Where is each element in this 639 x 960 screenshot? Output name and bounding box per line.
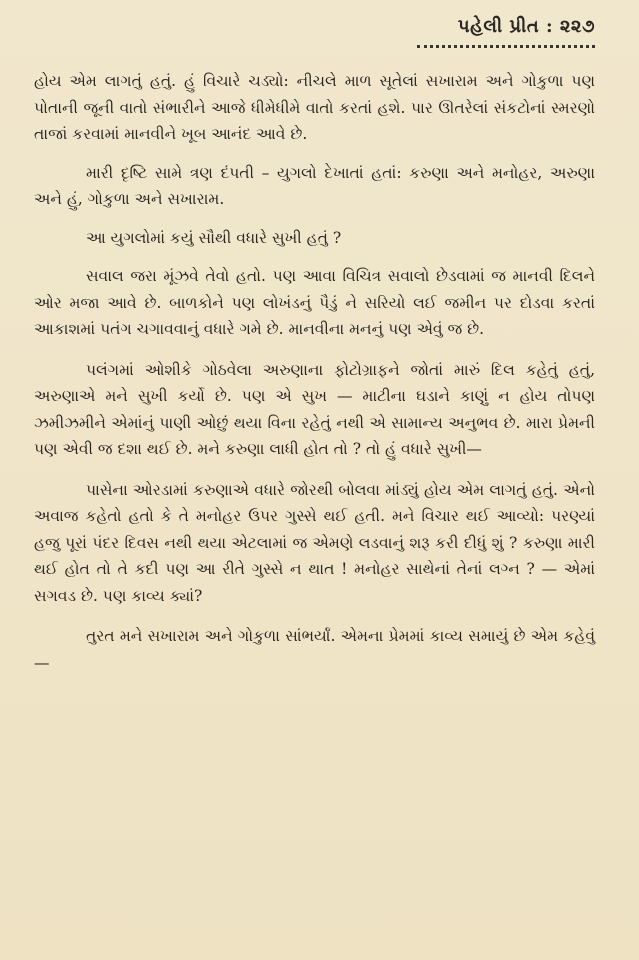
paragraph-2: મારી દૃષ્ટિ સામે ત્રણ દંપતી – યુગલો દેખાતાં હતાં: કરુણા અને મનોહર, અરુણા અને હું, ગોકુળા અને સખારામ. — [34, 163, 595, 208]
body-text — [34, 68, 595, 690]
running-head: પહેલી પ્રીત : ૨૨૭ — [457, 16, 595, 37]
dotted-rule — [417, 45, 595, 48]
paragraph-6: પાસેના ઓરડામાં કરુણાએ વધારે જોરથી બોલવા માંડ્યું હોય એમ લાગતું હતું. એનો અવાજ કહેતો હતો કે તે મનોહર ઉપર ગુસ્સે થઈ હતી. મને વિચાર થઈ આવ્યો: પરણ્યાં હજુ પૂરાં પંદર દિવસ નથી થયા એટલામાં જ એમણે લડવાનું શરૂ કરી દીધું શું ? કરુણા મારી થઈ હોત તો તે કદી પણ આ રીતે ગુસ્સે ન થાત ! મનોહર સાથેનાં તેનાં લગ્ન ? — એમાં સગવડ છે. પણ કાવ્ય ક્યાં? — [34, 480, 595, 605]
paragraph-5: પલંગમાં ઓશીકે ગોઠવેલા અરુણાના ફોટોગ્રાફને જોતાં મારું દિલ કહેતું હતું, અરુણાએ મને સુખી કર્યો છે. પણ એ સુખ — માટીના ઘડાને કાણું ન હોય તોપણ ઝમીઝમીને એમાંનું પાણી ઓછું થયા વિના રહેતું નથી એ સામાન્ય અનુભવ છે. મારા પ્રેમની પણ એવી જ દશા થઈ છે. મને કરુણા લાધી હોત તો ? તો હું વધારે સુખી— — [34, 360, 595, 458]
paragraph-7: તુરત મને સખારામ અને ગોકુળા સાંભર્યાં. એમના પ્રેમમાં કાવ્ય સમાયું છે એમ કહેવું— — [34, 627, 595, 672]
paragraph-4: સવાલ જરા મૂંઝવે તેવો હતો. પણ આવા વિચિત્ર સવાલો છેડવામાં જ માનવી દિલને ઓર મજા આવે છે. બાળકોને પણ લોખંડનું પૈડું ને સરિયો લઈ જમીન પર દોડવા કરતાં આકાશમાં પતંગ ચગાવવાનું વધારે ગમે છે. માનવીના મનનું પણ એવું જ છે. — [34, 267, 595, 338]
paragraph-1: હોય એમ લાગતું હતું. હું વિચારે ચડ્યો: નીચલે માળ સૂતેલાં સખારામ અને ગોકુળા પણ પોતાની જૂની વાતો સંભારીને આજે ધીમેધીમે વાતો કરતાં હશે. પાર ઊતરેલાં સંકટોનાં સ્મરણો તાજાં કરવામાં માનવીને ખૂબ આનંદ આવે છે. — [34, 72, 595, 143]
page-header — [417, 14, 595, 48]
paragraph-3: આ યુગલોમાં કયું સૌથી વધારે સુખી હતું ? — [86, 228, 342, 247]
